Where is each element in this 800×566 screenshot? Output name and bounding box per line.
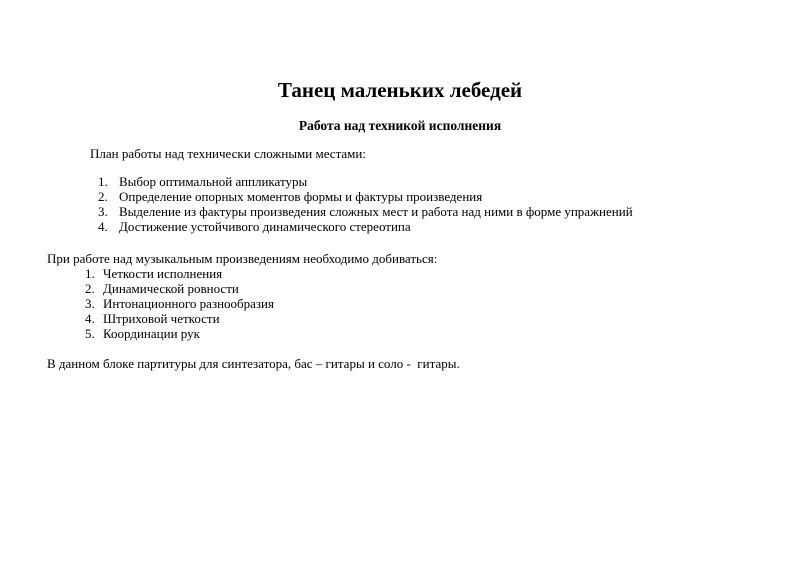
list-item — [85, 311, 800, 326]
document-title: Танец маленьких лебедей — [277, 78, 523, 102]
list-item — [98, 219, 800, 234]
list-item-number: 2. — [85, 281, 95, 296]
section1-intro: План работы над технически сложными местами: — [90, 146, 366, 161]
list-item-text: Определение опорных моментов формы и фактуры произведения — [119, 189, 483, 204]
document-subtitle: Работа над техникой исполнения — [298, 118, 502, 133]
list-item — [98, 204, 800, 219]
list-item — [85, 296, 800, 311]
list-item-number: 2. — [98, 189, 108, 204]
list-item-text: Четкости исполнения — [103, 266, 223, 281]
section2-intro: При работе над музыкальным произведениям необходимо добиваться: — [47, 251, 438, 266]
list-item-text: Достижение устойчивого динамического стереотипа — [119, 219, 411, 234]
list-item-number: 1. — [98, 174, 108, 189]
list-item-number: 4. — [85, 311, 95, 326]
list-item-number: 1. — [85, 266, 95, 281]
list-item-text: Выбор оптимальной аппликатуры — [119, 174, 308, 189]
list-item — [85, 326, 800, 341]
closing-paragraph: В данном блоке партитуры для синтезатора, бас – гитары и соло - гитары. — [47, 356, 460, 371]
list-item — [85, 281, 800, 296]
list-item-text: Интонационного разнообразия — [103, 296, 274, 311]
section1-list — [98, 174, 800, 234]
list-item-text: Координации рук — [103, 326, 200, 341]
list-item-number: 5. — [85, 326, 95, 341]
list-item-number: 4. — [98, 219, 108, 234]
list-item-text: Выделение из фактуры произведения сложных мест и работа над ними в форме упражнений — [119, 204, 633, 219]
list-item — [98, 189, 800, 204]
list-item — [85, 266, 800, 281]
list-item-number: 3. — [85, 296, 95, 311]
list-item — [98, 174, 800, 189]
list-item-text: Штриховой четкости — [103, 311, 220, 326]
list-item-text: Динамической ровности — [103, 281, 239, 296]
section2-list — [85, 266, 800, 341]
list-item-number: 3. — [98, 204, 108, 219]
